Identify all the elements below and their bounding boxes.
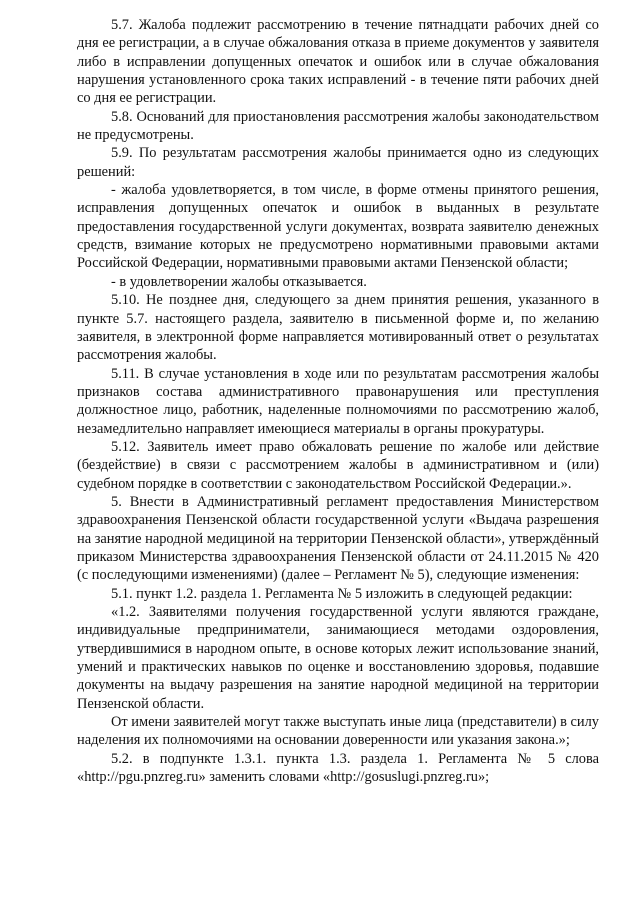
paragraph-5-9-option-satisfy: - жалоба удовлетворяется, в том числе, в форме отмены принятого решения, исправления допущенных опечаток и ошибок в выданных в результате предоставления государственной услуги документах, возврата заявителю денежных средств, взимание которых не предусмотрено нормативными правовыми актами Российской Федерации, нормативными правовыми актами Пензенской области; (77, 182, 599, 272)
paragraph-5-12: 5.12. Заявитель имеет право обжаловать решение по жалобе или действие (бездействие) в связи с рассмотрением жалобы в административном и (или) судебном порядке в соответствии с законодательством Российской Федерации.». (77, 438, 599, 492)
paragraph-representatives: От имени заявителей могут также выступать иные лица (представители) в силу наделения их полномочиями на основании доверенности или указания закона.»; (77, 714, 599, 749)
paragraph-quote-1-2: «1.2. Заявителями получения государственной услуги являются граждане, индивидуальные предприниматели, занимающиеся методами оздоровления, утвердившимися в народном опыте, в основе которых лежит использование знаний, умений и практических навыков по оценке и восстановлению здоровья, подавшие документы на выдачу разрешения на занятие народной медициной на территории Пензенской области. (77, 604, 599, 712)
paragraph-5-1: 5.1. пункт 1.2. раздела 1. Регламента № 5 изложить в следующей редакции: (111, 585, 573, 602)
paragraph-5-9-option-refuse: - в удовлетворении жалобы отказывается. (111, 273, 367, 290)
paragraph-5-2: 5.2. в подпункте 1.3.1. пункта 1.3. раздела 1. Регламента № 5 слова «http://pgu.pnzreg.ru» заменить словами «http://gosuslugi.pnzreg.ru»; (77, 750, 599, 786)
paragraph-5-8: 5.8. Оснований для приостановления рассмотрения жалобы законодательством не предусмотрены. (77, 108, 599, 144)
paragraph-5-10: 5.10. Не позднее дня, следующего за днем принятия решения, указанного в пункте 5.7. настоящего раздела, заявителю в письменной форме и, по желанию заявителя, в электронной форме направляется мотивированный ответ о результатах рассмотрения жалобы. (77, 292, 599, 364)
document-body (77, 16, 599, 786)
paragraph-5-7: 5.7. Жалоба подлежит рассмотрению в течение пятнадцати рабочих дней со дня ее регистрации, а в случае обжалования отказа в приеме документов у заявителя либо в исправлении допущенных опечаток и ошибок или в случае обжалования нарушения установленного срока таких исправлений - в течение пяти рабочих дней со дня ее регистрации. (77, 17, 599, 107)
paragraph-5-9: 5.9. По результатам рассмотрения жалобы принимается одно из следующих решений: (77, 145, 599, 180)
paragraph-item-5: 5. Внести в Административный регламент предоставления Министерством здравоохранения Пензенской области государственной услуги «Выдача разрешения на занятие народной медициной на территории Пензенской области», утверждённый приказом Министерства здравоохранения Пензенской области от 24.11.2015 № 420 (с последующими изменениями) (далее – Регламент № 5), следующие изменения: (77, 493, 599, 584)
paragraph-5-11: 5.11. В случае установления в ходе или по результатам рассмотрения жалобы признаков состава административного правонарушения или преступления должностное лицо, работник, наделенные полномочиями по рассмотрению жалоб, незамедлительно направляет имеющиеся материалы в органы прокуратуры. (77, 365, 599, 437)
